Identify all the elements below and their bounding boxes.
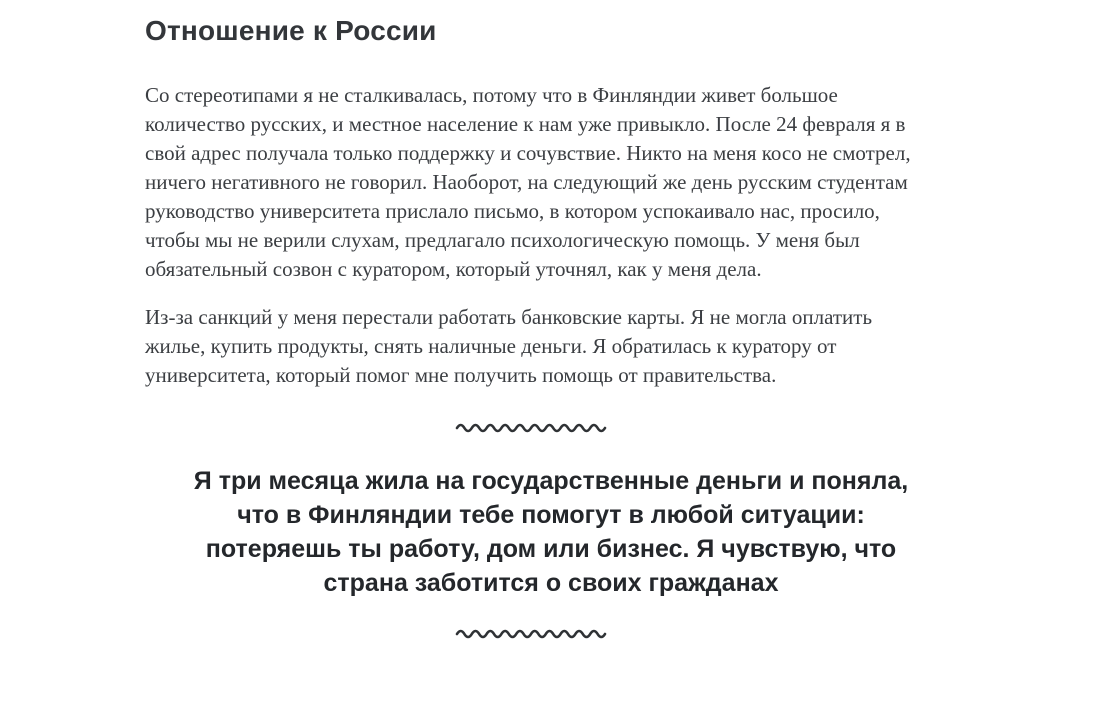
section-divider <box>145 627 917 641</box>
wavy-divider-icon <box>455 421 607 435</box>
wavy-divider-icon <box>455 627 607 641</box>
section-divider <box>145 421 917 435</box>
article-paragraph: Со стереотипами я не сталкивалась, потому что в Финляндии живет большое количество русских, и местное население к нам уже привыкло. После 24 февраля я в свой адрес получала только поддержку и сочувствие. Никто на меня косо не смотрел, ничего негативного не говорил. Наоборот, на следующий же день русским студентам руководство университета прислало письмо, в котором успокаивало нас, просило, чтобы мы не верили слухам, предлагало психологическую помощь. У меня был обязательный созвон с куратором, который уточнял, как у меня дела. <box>145 83 911 281</box>
pull-quote: Я три месяца жила на государственные деньги и поняла, что в Финляндии тебе помогут в любой ситуации: потеряешь ты работу, дом или бизнес. Я чувствую, что страна заботится о своих гражданах <box>193 467 909 597</box>
article-content <box>145 0 917 641</box>
article-heading: Отношение к России <box>145 15 437 46</box>
article-paragraph: Из-за санкций у меня перестали работать банковские карты. Я не могла оплатить жилье, купить продукты, снять наличные деньги. Я обратилась к куратору от университета, который помог мне получить помощь от правительства. <box>145 305 873 387</box>
